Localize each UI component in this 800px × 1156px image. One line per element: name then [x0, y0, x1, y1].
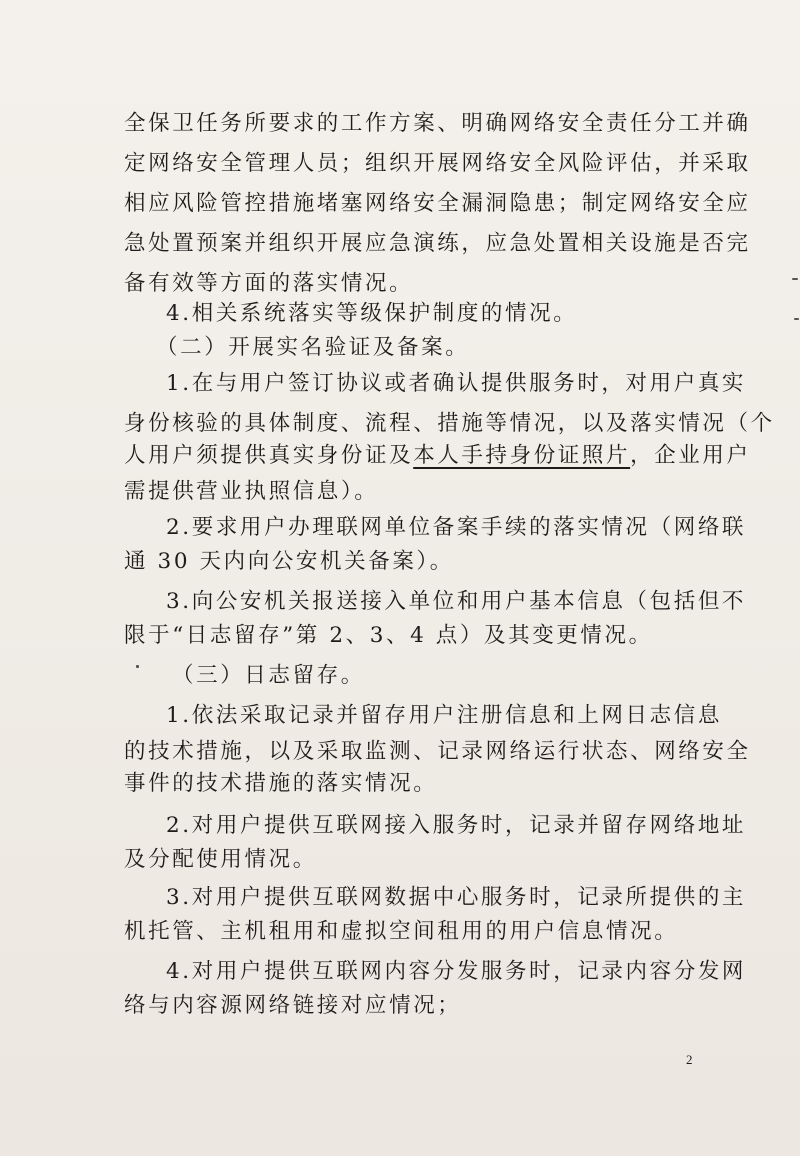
paragraph-line: 2.要求用户办理联网单位备案手续的落实情况（网络联 — [166, 515, 747, 540]
paragraph-line: 络与内容源网络链接对应情况； — [124, 993, 462, 1018]
paragraph-line: 定网络安全管理人员；组织开展网络安全风险评估，并采取 — [124, 151, 751, 176]
section-heading-3: （三）日志留存。 — [172, 663, 365, 688]
paragraph-line: 机托管、主机租用和虚拟空间租用的用户信息情况。 — [124, 919, 679, 944]
text-span: ，企业用户 — [630, 443, 751, 468]
paragraph-line: 1.在与用户签订协议或者确认提供服务时，对用户真实 — [166, 371, 747, 396]
scan-mark — [794, 318, 799, 320]
paragraph-line: 需提供营业执照信息）。 — [124, 479, 379, 504]
text-span: 人用户须提供真实身份证及 — [124, 443, 414, 468]
page-number: 2 — [686, 1052, 693, 1067]
paragraph-line — [124, 440, 751, 472]
paragraph-line: 事件的技术措施的落实情况。 — [124, 771, 438, 796]
paragraph-line: 急处置预案并组织开展应急演练，应急处置相关设施是否完 — [124, 231, 751, 256]
scan-mark — [136, 665, 139, 668]
paragraph-line: 通 30 天内向公安机关备案）。 — [124, 549, 454, 574]
paragraph-line: 限于“日志留存”第 2、3、4 点）及其变更情况。 — [124, 623, 653, 648]
paragraph-line: 1.依法采取记录并留存用户注册信息和上网日志信息 — [166, 703, 722, 728]
paragraph-line: 2.对用户提供互联网接入服务时，记录并留存网络地址 — [166, 813, 747, 838]
paragraph-line: 的技术措施，以及采取监测、记录网络运行状态、网络安全 — [124, 739, 751, 764]
paragraph-line: 相应风险管控措施堵塞网络安全漏洞隐患；制定网络安全应 — [124, 191, 751, 216]
paragraph-line: 身份核验的具体制度、流程、措施等情况，以及落实情况（个 — [124, 411, 775, 436]
paragraph-line: 3.向公安机关报送接入单位和用户基本信息（包括但不 — [166, 589, 747, 614]
underlined-text: 本人手持身份证照片 — [413, 443, 631, 468]
paragraph-line: 备有效等方面的落实情况。 — [124, 271, 414, 296]
list-item-4: 4.相关系统落实等级保护制度的情况。 — [166, 301, 578, 326]
paragraph-line: 4.对用户提供互联网内容分发服务时，记录内容分发网 — [166, 959, 747, 984]
paragraph-line: 全保卫任务所要求的工作方案、明确网络安全责任分工并确 — [124, 111, 751, 136]
paragraph-line: 3.对用户提供互联网数据中心服务时，记录所提供的主 — [166, 885, 747, 910]
section-heading-2: （二）开展实名验证及备案。 — [156, 335, 470, 360]
scan-mark — [792, 278, 798, 280]
paragraph-line: 及分配使用情况。 — [124, 847, 317, 872]
